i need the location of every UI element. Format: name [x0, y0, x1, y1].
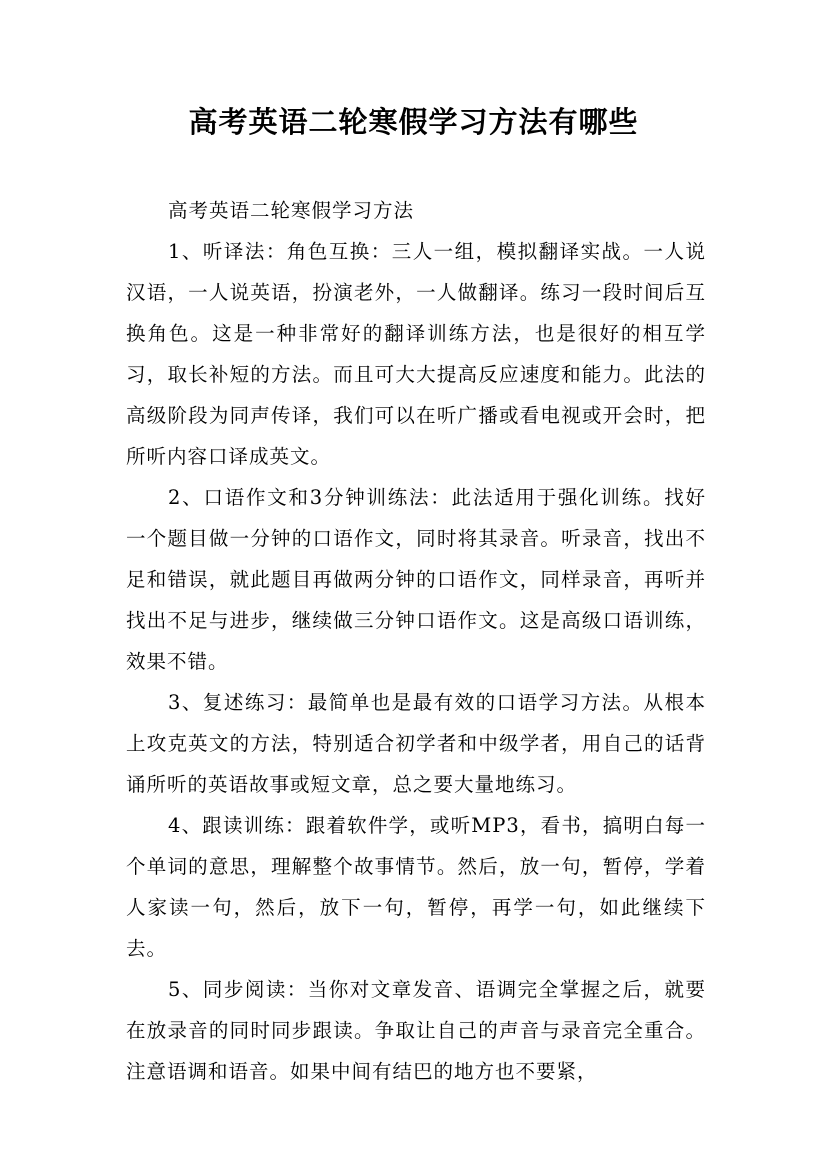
paragraph-method-5: 5、同步阅读：当你对文章发音、语调完全掌握之后，就要在放录音的同时同步跟读。争取让自己的声音与录音完全重合。注意语调和语音。如果中间有结巴的地方也不要紧， [126, 978, 706, 1083]
paragraph-method-4: 4、跟读训练：跟着软件学，或听MP3，看书，搞明白每一个单词的意思，理解整个故事情节。然后，放一句，暂停，学着人家读一句，然后，放下一句，暂停，再学一句，如此继续下去。 [126, 814, 706, 960]
document-title: 高考英语二轮寒假学习方法有哪些 [188, 105, 639, 139]
document-body [126, 190, 706, 1092]
paragraph-method-3: 3、复述练习：最简单也是最有效的口语学习方法。从根本上攻克英文的方法，特别适合初学者和中级学者，用自己的话背诵所听的英语故事或短文章，总之要大量地练习。 [126, 691, 706, 796]
paragraph-method-2: 2、口语作文和3分钟训练法：此法适用于强化训练。找好一个题目做一分钟的口语作文，同时将其录音。听录音，找出不足和错误，就此题目再做两分钟的口语作文，同样录音，再听并找出不足与进步，继续做三分钟口语作文。这是高级口语训练，效果不错。 [126, 486, 706, 673]
paragraph-subtitle: 高考英语二轮寒假学习方法 [168, 199, 415, 222]
paragraph-method-1: 1、听译法：角色互换：三人一组，模拟翻译实战。一人说汉语，一人说英语，扮演老外，一人做翻译。练习一段时间后互换角色。这是一种非常好的翻译训练方法，也是很好的相互学习，取长补短的方法。而且可大大提高反应速度和能力。此法的高级阶段为同声传译，我们可以在听广播或看电视或开会时，把所听内容口译成英文。 [126, 240, 706, 468]
